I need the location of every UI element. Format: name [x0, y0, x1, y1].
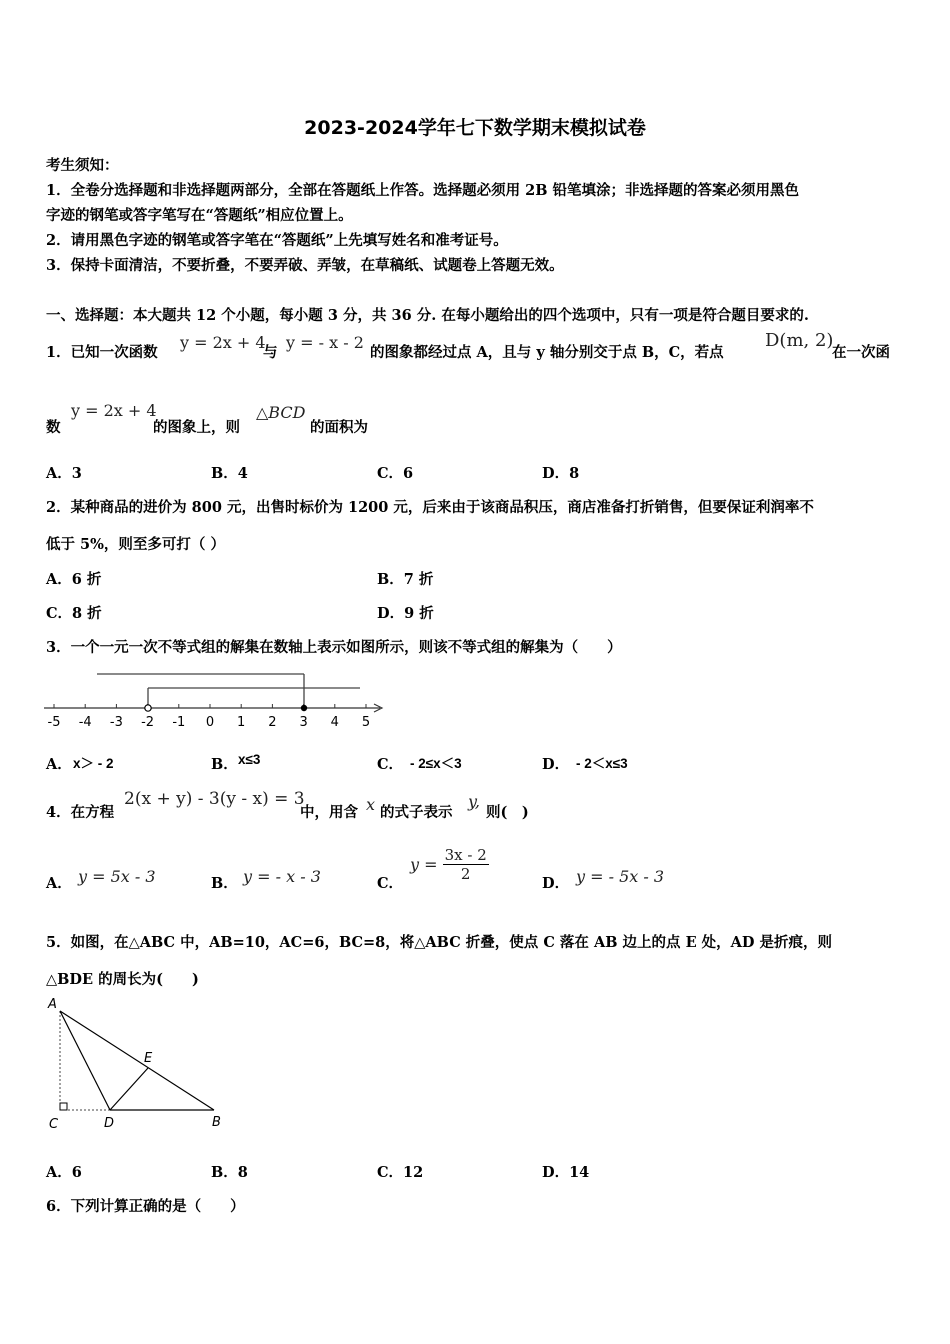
q2-option-d: D．9 折: [377, 605, 434, 622]
q1-formula-3: D(m, 2): [765, 330, 834, 351]
closed-point: [301, 705, 307, 711]
axis-tick-label: -5: [47, 715, 61, 730]
notice-line-3: 3．保持卡面清洁，不要折叠，不要弄破、弄皱，在草稿纸、试题卷上答题无效。: [46, 257, 564, 274]
q3-option-b-label: B．: [211, 756, 238, 773]
q1-formula-5: △BCD: [256, 403, 306, 422]
q1-option-a: A．3: [46, 465, 82, 482]
q4-option-c-lhs: y =: [410, 855, 438, 874]
axis-tick-label: 5: [361, 715, 371, 730]
q2-line-2: 低于 5%，则至多可打（ ）: [46, 536, 225, 553]
q4-option-d-value: y = - 5x - 3: [576, 867, 665, 886]
notice-line-2: 2．请用黑色字迹的钢笔或答字笔在“答题纸”上先填写姓名和准考证号。: [46, 232, 508, 249]
q1-option-c: C．6: [377, 465, 414, 482]
q4-text-4: 则( ): [486, 804, 529, 821]
notice-heading: 考生须知：: [46, 157, 119, 174]
number-line-figure: [40, 668, 400, 736]
axis-tick-label: 2: [268, 715, 277, 730]
q4-option-c-label: C．: [377, 875, 404, 892]
axis-tick-label: -1: [172, 715, 186, 730]
axis-tick-label: 0: [205, 715, 215, 730]
q1-text-3: 的图象都经过点 A，且与 y 轴分别交于点 B，C，若点: [370, 344, 724, 361]
q1-text-5: 数: [46, 419, 61, 436]
q4-option-d-label: D．: [542, 875, 570, 892]
fraction-denominator: 2: [460, 865, 471, 883]
q5-line-1: 5．如图，在△ABC 中，AB=10，AC=6，BC=8，将△ABC 折叠，使点 C 落在 AB 边上的点 E 处，AD 是折痕，则: [46, 934, 833, 951]
q4-option-a-value: y = 5x - 3: [78, 867, 156, 886]
q3-option-c-label: C．: [377, 756, 404, 773]
open-point: [145, 705, 151, 711]
side-ab: [60, 1011, 214, 1110]
point-label-d: D: [104, 1116, 115, 1131]
notice-line-1: 1．全卷分选择题和非选择题两部分，全部在答题纸上作答。选择题必须用 2B 铅笔填涂；非选择题的答案必须用黑色: [46, 182, 800, 199]
point-label-a: A: [48, 997, 57, 1012]
q4-option-c-value: [410, 846, 489, 883]
q5-option-a: A．6: [46, 1164, 82, 1181]
axis-tick-label: -3: [109, 715, 123, 730]
q4-option-b-value: y = - x - 3: [243, 867, 321, 886]
q5-line-2: △BDE 的周长为( ): [46, 971, 199, 988]
q4-option-a-label: A．: [46, 875, 72, 892]
q3-option-a-value: x＞ - 2: [73, 756, 114, 771]
q4-option-b-label: B．: [211, 875, 238, 892]
fold-line-ad: [60, 1011, 110, 1110]
axis-tick-label: -2: [141, 715, 155, 730]
notice-line-1b: 字迹的钢笔或答字笔写在“答题纸”相应位置上。: [46, 207, 353, 224]
q3-option-a-label: A．: [46, 756, 72, 773]
q2-option-c: C．8 折: [46, 605, 102, 622]
q1-text-6: 的图象上，则: [153, 419, 240, 436]
q6-text: 6．下列计算正确的是（ ）: [46, 1198, 245, 1215]
axis-tick-labels: [48, 715, 371, 730]
q1-text-1: 1．已知一次函数: [46, 344, 158, 361]
page-title: 2023-2024学年七下数学期末模拟试卷: [304, 117, 646, 139]
q1-option-d: D．8: [542, 465, 580, 482]
q3-option-d-label: D．: [542, 756, 570, 773]
q2-line-1: 2．某种商品的进价为 800 元，出售时标价为 1200 元，后来由于该商品积压，商店准备打折销售，但要保证利润率不: [46, 499, 814, 516]
q4-var-x: x: [366, 795, 376, 814]
fraction-numerator: 3x - 2: [444, 846, 487, 864]
q5-option-c: C．12: [377, 1164, 424, 1181]
q1-text-7: 的面积为: [310, 419, 368, 436]
q4-option-c-fraction: [443, 846, 489, 883]
point-label-e: E: [144, 1051, 153, 1066]
q4-var-y: y,: [468, 792, 480, 811]
point-label-c: C: [49, 1117, 59, 1132]
q1-formula-2: y = - x - 2: [286, 333, 364, 352]
q4-text-3: 的式子表示: [380, 804, 453, 821]
right-angle-mark: [60, 1103, 67, 1110]
axis-tick-label: 3: [299, 715, 308, 730]
axis-tick-label: 1: [237, 715, 246, 730]
q3-option-c-value: - 2≤x＜3: [410, 756, 462, 771]
q1-formula-1: y = 2x + 4: [180, 333, 266, 352]
q3-option-b-value: x≤3: [238, 752, 261, 767]
triangle-figure: [40, 992, 240, 1134]
q5-option-b: B．8: [211, 1164, 248, 1181]
axis-tick-label: -4: [78, 715, 92, 730]
q2-option-b: B．7 折: [377, 571, 434, 588]
q4-text-1: 4．在方程: [46, 804, 115, 821]
q5-option-d: D．14: [542, 1164, 590, 1181]
q1-formula-4: y = 2x + 4: [71, 401, 157, 420]
axis-tick-label: 4: [330, 715, 339, 730]
point-label-b: B: [212, 1115, 221, 1130]
section-heading: 一、选择题：本大题共 12 个小题，每小题 3 分，共 36 分. 在每小题给出的四个选项中，只有一项是符合题目要求的.: [46, 307, 809, 324]
q1-text-2: 与: [263, 344, 278, 361]
q3-option-d-value: - 2＜x≤3: [576, 756, 628, 771]
q1-text-4: 在一次函: [832, 344, 890, 361]
q4-equation: 2(x + y) - 3(y - x) = 3: [124, 789, 305, 809]
segment-de: [110, 1068, 148, 1110]
q1-option-b: B．4: [211, 465, 248, 482]
q4-text-2: 中，用含: [300, 804, 358, 821]
q3-text: 3．一个一元一次不等式组的解集在数轴上表示如图所示，则该不等式组的解集为（ ）: [46, 639, 622, 656]
q2-option-a: A．6 折: [46, 571, 102, 588]
